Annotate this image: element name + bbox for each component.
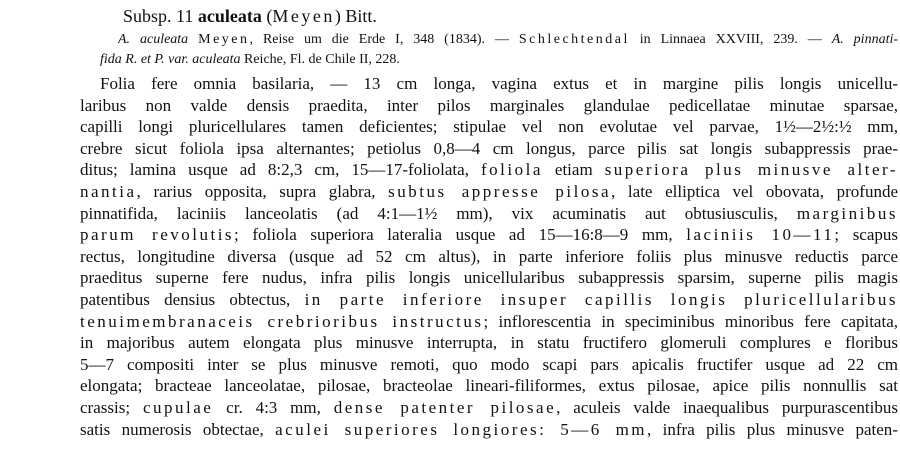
text-segment: 5—7 compositi inter se plus minusve remoti, quo modo scapi pars apicalis fructifer usque ad 22 cm: [80, 355, 898, 374]
text-segment: , late elliptica vel obovata, profunde: [611, 182, 898, 201]
text-segment: A. pinnati-: [831, 32, 898, 47]
text-segment: in Linnaea XXVIII, 239. —: [629, 32, 832, 47]
text-segment: Reiche, Fl. de Chile II, 228.: [240, 52, 400, 67]
text-segment: Folia fere omnia basilaria, — 13 cm longa, vagina extus et in margine pilis longis unicellu-: [100, 74, 898, 93]
text-segment: elongata; bracteae lanceolatae, pilosae, bracteolae lineari-filiformes, extus pilosae, apice pilis nonnullis sat: [80, 376, 898, 395]
spaced-text: marginibus: [796, 204, 898, 223]
text-segment: praeditus superne fere nudus, infra pilis longis unicellularibus subappressis sparsim, superne pilis magis: [80, 268, 898, 287]
text-line: [80, 398, 898, 419]
spaced-text: laciniis 10—11: [686, 225, 835, 244]
text-line: [80, 312, 898, 333]
text-segment: [188, 32, 198, 47]
text-segment: ; foliola superiora lateralia usque ad 15—16:8—9 mm,: [234, 225, 687, 244]
spaced-text: Meyen: [198, 32, 250, 47]
text-segment: etiam: [542, 160, 605, 179]
text-segment: , rarius opposita, supra glabra,: [136, 182, 389, 201]
text-segment: ; inflorescentia in speciminibus minoribus fere capitata,: [483, 312, 898, 331]
text-segment: , Reise um die Erde I, 348 (1834). —: [249, 32, 519, 47]
spaced-text: tenuimembranaceis crebrioribus instructus: [80, 312, 484, 331]
text-line: [80, 182, 898, 203]
subspecies-heading: [123, 6, 377, 27]
spaced-text: cupulae: [142, 398, 214, 417]
text-line: [80, 225, 898, 246]
text-segment: A. aculeata: [118, 32, 189, 47]
text-segment: aculeata: [197, 6, 262, 26]
text-line: [80, 420, 898, 441]
text-line: [80, 204, 898, 225]
spaced-text: Meyen: [272, 6, 335, 26]
text-line: [80, 117, 898, 138]
text-segment: cr. 4:3 mm,: [213, 398, 334, 417]
text-segment: crebre sicut foliola ipsa alternantes; petiolus 0,8—4 cm longus, parce pilis sat longis subappressis prae-: [80, 139, 898, 158]
text-segment: pinnatifida, laciniis lanceolatis (ad 4:1—1½ mm), vix acuminatis aut obtusiusculis,: [80, 204, 797, 223]
text-line: [80, 160, 898, 181]
spaced-text: superiora plus minusve alter-: [604, 160, 898, 179]
text-segment: rectus, longitudine diversa (usque ad 52 cm altus), in parte inferiore foliis plus minusve reductis parce: [80, 247, 898, 266]
text-segment: Subsp. 11: [123, 6, 198, 26]
text-segment: in majoribus autem elongata plus minusve interrupta, in statu fructifero glomeruli complures e floribus: [80, 333, 898, 352]
text-line: [80, 139, 898, 160]
spaced-text: in parte inferiore insuper capillis longis pluricellularibus: [304, 290, 898, 309]
text-segment: satis numerosis obtectae,: [80, 420, 276, 439]
spaced-text: subtus appresse pilosa: [388, 182, 612, 201]
text-line: [80, 376, 898, 397]
text-segment: crassis;: [80, 398, 143, 417]
text-segment: , aculeis valde inaequalibus purpurascentibus: [556, 398, 898, 417]
text-segment: laribus non valde densis praedita, inter pilos marginales glandulae pedicellatae minutae sparsae,: [80, 96, 898, 115]
text-segment: (: [261, 6, 273, 26]
text-segment: ; scapus: [834, 225, 898, 244]
text-line: [80, 355, 898, 376]
text-segment: ) Bitt.: [334, 6, 377, 26]
text-segment: , infra pilis plus minusve paten-: [647, 420, 898, 439]
text-line: [80, 96, 898, 117]
text-segment: capilli longi pluricellulares tamen deficientes; stipulae vel non evolutae vel parvae, 1½—2½:½ mm,: [80, 117, 898, 136]
text-segment: ditus; lamina usque ad 8:2,3 cm, 15—17-foliolata,: [80, 160, 481, 179]
synonymy-line: [100, 50, 400, 71]
spaced-text: aculei superiores longiores: 5—6 mm: [275, 420, 648, 439]
text-line: [100, 74, 898, 95]
spaced-text: Schlechtendal: [518, 32, 630, 47]
text-line: [80, 290, 898, 311]
text-segment: fida R. et P. var. aculeata: [100, 52, 241, 67]
spaced-text: foliola: [480, 160, 543, 179]
text-segment: patentibus densius obtectus,: [80, 290, 305, 309]
synonymy-line: [118, 30, 898, 51]
text-line: [80, 333, 898, 354]
text-line: [80, 247, 898, 268]
spaced-text: dense patenter pilosae: [333, 398, 557, 417]
spaced-text: nantia: [80, 182, 137, 201]
text-line: [80, 268, 898, 289]
spaced-text: parum revolutis: [80, 225, 235, 244]
